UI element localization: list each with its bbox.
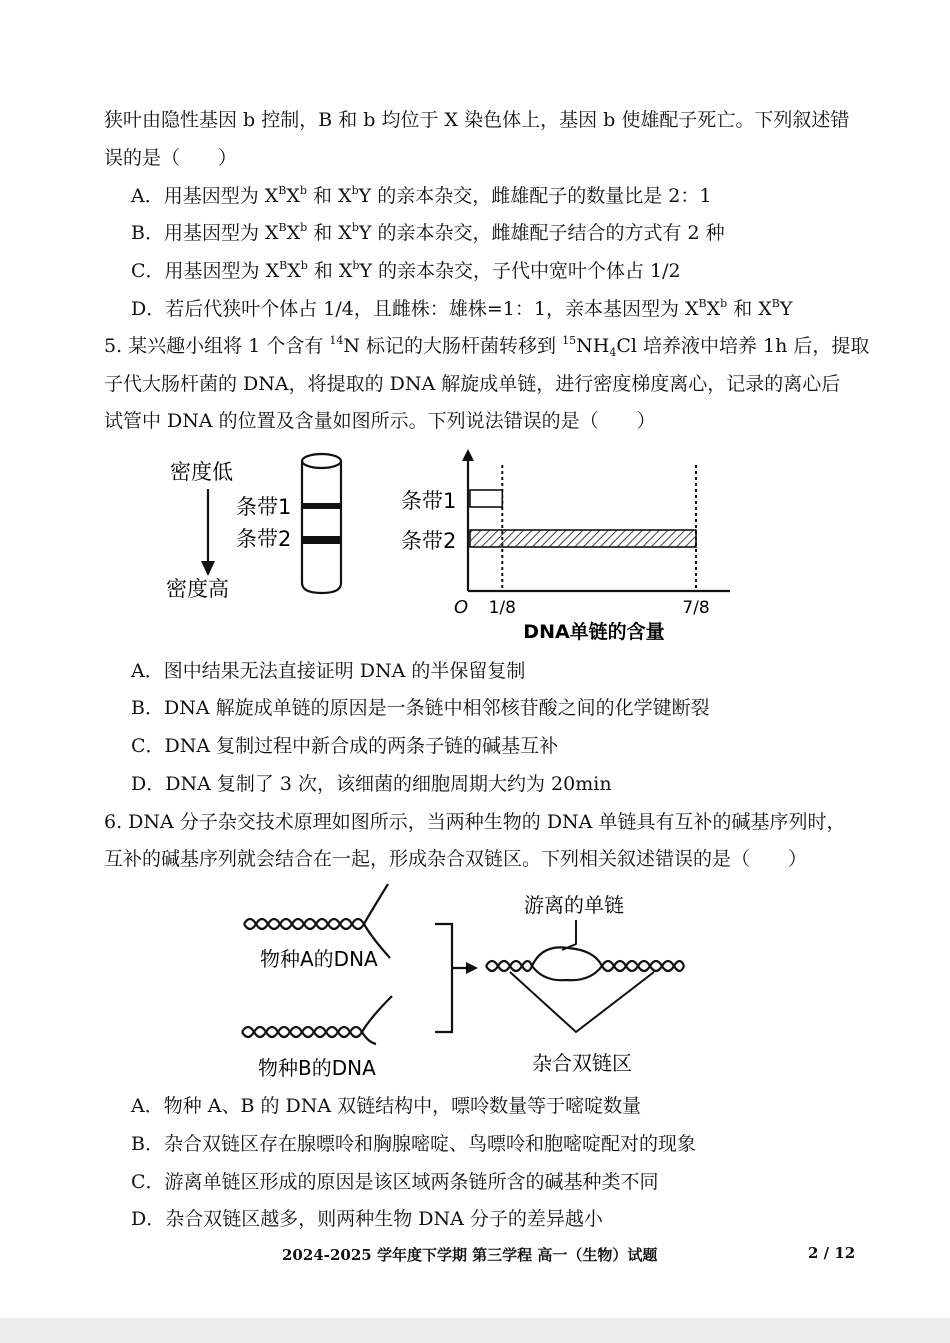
tube-band1-label: 条带1 xyxy=(236,495,292,519)
intro-line-2: 误的是（ ） xyxy=(104,147,238,169)
q5-option-d: D．DNA 复制了 3 次，该细菌的细胞周期大约为 20min xyxy=(131,773,612,795)
q5-stem-line-1: 5. 某兴趣小组将 1 个含有 $^{14}$N 标记的大肠杆菌转移到 $^{15}NH_4Cl$ 培养液中培养 1h 后，提取 xyxy=(104,334,870,359)
hybrid-dna xyxy=(486,947,684,980)
q6-option-d: D．杂合双链区越多，则两种生物 DNA 分子的差异越小 xyxy=(131,1208,603,1230)
species-b-label: 物种B的DNA xyxy=(258,1056,376,1080)
q6-option-a: A．物种 A、B 的 DNA 双链结构中，嘌呤数量等于嘧啶数量 xyxy=(131,1095,642,1117)
chart-origin: O xyxy=(454,597,469,618)
chart-bar-band1 xyxy=(470,490,502,507)
q5-option-b: B．DNA 解旋成单链的原因是一条链中相邻核苷酸之间的化学键断裂 xyxy=(131,697,710,719)
q6-stem-line-1: 6. DNA 分子杂交技术原理如图所示，当两种生物的 DNA 单链具有互补的碱基序列时， xyxy=(104,811,846,833)
density-low-label: 密度低 xyxy=(170,460,233,484)
chart-y-axis-arrow xyxy=(462,449,474,461)
species-b-dna xyxy=(242,996,392,1044)
footer-title: 2024-2025 学年度下学期 第三学程 高一（生物）试题 xyxy=(282,1246,658,1264)
q4-option-a: A．用基因型为 $X^BX^b$ 和 $X^bY$ 的亲本杂交，雌雄配子的数量比是 2：1 xyxy=(131,184,712,207)
merge-arrow-head xyxy=(466,962,478,974)
q6-stem-line-2: 互补的碱基序列就会结合在一起，形成杂合双链区。下列相关叙述错误的是（ ） xyxy=(104,848,808,870)
tube-band2 xyxy=(302,536,341,544)
page-number: 2 / 12 xyxy=(808,1244,856,1262)
chart-tick-1-8: 1/8 xyxy=(488,598,516,618)
bottom-bar xyxy=(0,1318,950,1343)
q5-figure xyxy=(150,445,740,650)
intro-line-1: 狭叶由隐性基因 b 控制，B 和 b 均位于 X 染色体上，基因 b 使雄配子死亡。下列叙述错 xyxy=(104,109,850,131)
tube-band2-label: 条带2 xyxy=(236,527,292,551)
hybrid-label: 杂合双链区 xyxy=(532,1051,632,1075)
chart-x-label: DNA单链的含量 xyxy=(523,621,665,643)
free-strand-label: 游离的单链 xyxy=(524,893,624,917)
chart-tick-7-8: 7/8 xyxy=(682,598,710,618)
q6-option-c: C．游离单链区形成的原因是该区域两条链所含的碱基种类不同 xyxy=(131,1171,659,1193)
chart-bar-band2 xyxy=(470,530,696,547)
density-arrow-head xyxy=(201,561,215,576)
free-strand-pointer xyxy=(562,920,576,950)
q4-option-b: B．用基因型为 $X^BX^b$ 和 $X^bY$ 的亲本杂交，雌雄配子结合的方式有 2 种 xyxy=(131,221,725,244)
hybrid-pointer xyxy=(510,972,654,1032)
tube-band1 xyxy=(302,503,341,509)
q4-option-d: D．若后代狭叶个体占 1/4，且雌株：雄株=1：1，亲本基因型为 $X^BX^b$ 和 $X^BY$ xyxy=(131,297,793,320)
test-tube xyxy=(302,454,341,593)
merge-bracket xyxy=(435,924,452,1032)
species-a-label: 物种A的DNA xyxy=(260,947,378,971)
chart-band2-label: 条带2 xyxy=(401,529,457,553)
q5-stem-line-2: 子代大肠杆菌的 DNA，将提取的 DNA 解旋成单链，进行密度梯度离心，记录的离心后 xyxy=(104,373,841,395)
q5-option-a: A．图中结果无法直接证明 DNA 的半保留复制 xyxy=(131,660,526,682)
q5-stem-line-3: 试管中 DNA 的位置及含量如图所示。下列说法错误的是（ ） xyxy=(104,410,656,432)
q4-option-c: C．用基因型为 $X^BX^b$ 和 $X^bY$ 的亲本杂交，子代中宽叶个体占 1/2 xyxy=(131,259,681,282)
q6-figure xyxy=(230,880,720,1080)
density-high-label: 密度高 xyxy=(166,577,229,601)
dna-chart xyxy=(401,449,730,643)
chart-band1-label: 条带1 xyxy=(401,489,457,513)
q5-option-c: C．DNA 复制过程中新合成的两条子链的碱基互补 xyxy=(131,735,559,757)
q6-option-b: B．杂合双链区存在腺嘌呤和胸腺嘧啶、鸟嘌呤和胞嘧啶配对的现象 xyxy=(131,1133,696,1155)
